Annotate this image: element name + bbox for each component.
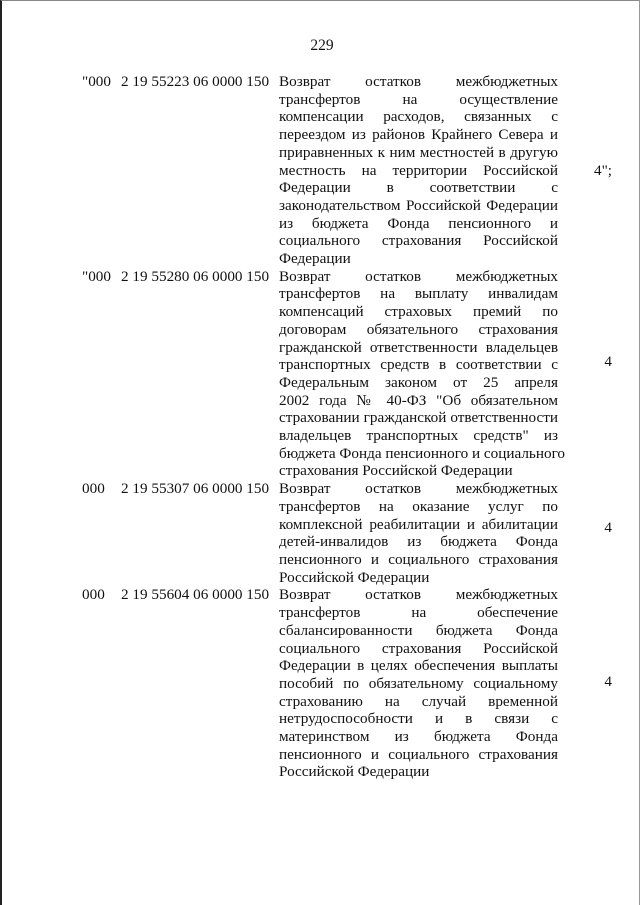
income-name-line: Возврат остатков межбюджетных (279, 73, 558, 90)
income-name (279, 73, 558, 268)
income-name-line: владельцев транспортных средств" из (279, 427, 558, 445)
income-name-line: комплексной реабилитации и абилитации (279, 515, 558, 533)
income-name-line: пенсионного и социального страхования (279, 745, 558, 763)
distribution-norm: 4"; (593, 161, 612, 179)
income-name-line: Российской Федерации (279, 763, 430, 781)
income-name-line: Федерации (279, 250, 351, 268)
table-row (2, 480, 640, 586)
admin-code: "000 (82, 73, 111, 90)
income-name (279, 267, 566, 480)
page-number: 229 (310, 37, 334, 54)
income-name-line: сбалансированности бюджета Фонда (279, 621, 558, 639)
income-name-line: Возврат остатков межбюджетных (279, 480, 558, 498)
distribution-norm: 4 (604, 673, 612, 691)
income-name-line: страхования Российской Федерации (279, 462, 513, 480)
income-name-line: Федерации в соответствии с (279, 179, 558, 197)
income-name-line: из бюджета Фонда пенсионного и (279, 214, 558, 232)
income-name-line: компенсации расходов, связанных с (279, 108, 558, 126)
budget-classification-code: 2 19 55223 06 0000 150 (121, 73, 270, 90)
income-name-line: транспортных средств в соответствии с (279, 356, 558, 374)
income-name-line: трансфертов на оказание услуг по (279, 497, 558, 515)
income-name-line: пособий по обязательному социальному (279, 674, 558, 692)
income-name-line: Федерации в целях обеспечения выплаты (279, 657, 558, 675)
income-name-line: Возврат остатков межбюджетных (279, 586, 558, 604)
income-name-line: Федеральным законом от 25 апреля (279, 373, 558, 391)
distribution-norm: 4 (604, 352, 612, 370)
income-name-line: бюджета Фонда пенсионного и социального (279, 444, 566, 462)
income-codes-table (2, 73, 640, 781)
income-name-line: трансфертов на осуществление (279, 90, 558, 108)
income-name-line: Российской Федерации (279, 568, 430, 586)
income-name-line: пенсионного и социального страхования (279, 550, 558, 568)
budget-classification-code: 2 19 55280 06 0000 150 (121, 267, 270, 285)
budget-classification-code: 2 19 55604 06 0000 150 (121, 586, 270, 604)
income-name-line: трансфертов на выплату инвалидам (279, 285, 558, 303)
admin-code: 000 (82, 480, 105, 498)
distribution-norm: 4 (604, 519, 612, 537)
income-name-line: приравненных к ним местностей в другую (279, 143, 558, 161)
income-name-line: компенсаций страховых премий по (279, 303, 558, 321)
income-name (279, 480, 558, 586)
income-name-line: договорам обязательного страхования (279, 320, 558, 338)
income-name-line: детей-инвалидов из бюджета Фонда (279, 533, 558, 551)
income-name-line: социального страхования Российской (279, 232, 558, 250)
budget-classification-code: 2 19 55307 06 0000 150 (121, 480, 270, 498)
income-name-line: трансфертов на обеспечение (279, 604, 558, 622)
income-name-line: страховании гражданской ответственности (279, 409, 558, 427)
income-name-line: гражданской ответственности владельцев (279, 338, 558, 356)
income-name-line: Возврат остатков межбюджетных (279, 267, 558, 285)
admin-code: "000 (82, 267, 111, 285)
table-row (2, 268, 640, 480)
income-name-line: 2002 года № 40-ФЗ "Об обязательном (279, 391, 558, 409)
income-name-line: нетрудоспособности и в связи с (279, 710, 558, 728)
income-name-line: страхованию на случай временной (279, 692, 558, 710)
income-name-line: местность на территории Российской (279, 161, 558, 179)
income-name-line: социального страхования Российской (279, 639, 558, 657)
income-name (279, 586, 558, 781)
income-name-line: материнством из бюджета Фонда (279, 728, 558, 746)
income-name-line: переездом из районов Крайнего Севера и (279, 126, 558, 144)
table-row (2, 73, 640, 268)
table-row (2, 586, 640, 781)
admin-code: 000 (82, 586, 105, 604)
income-name-line: законодательством Российской Федерации (279, 196, 558, 214)
